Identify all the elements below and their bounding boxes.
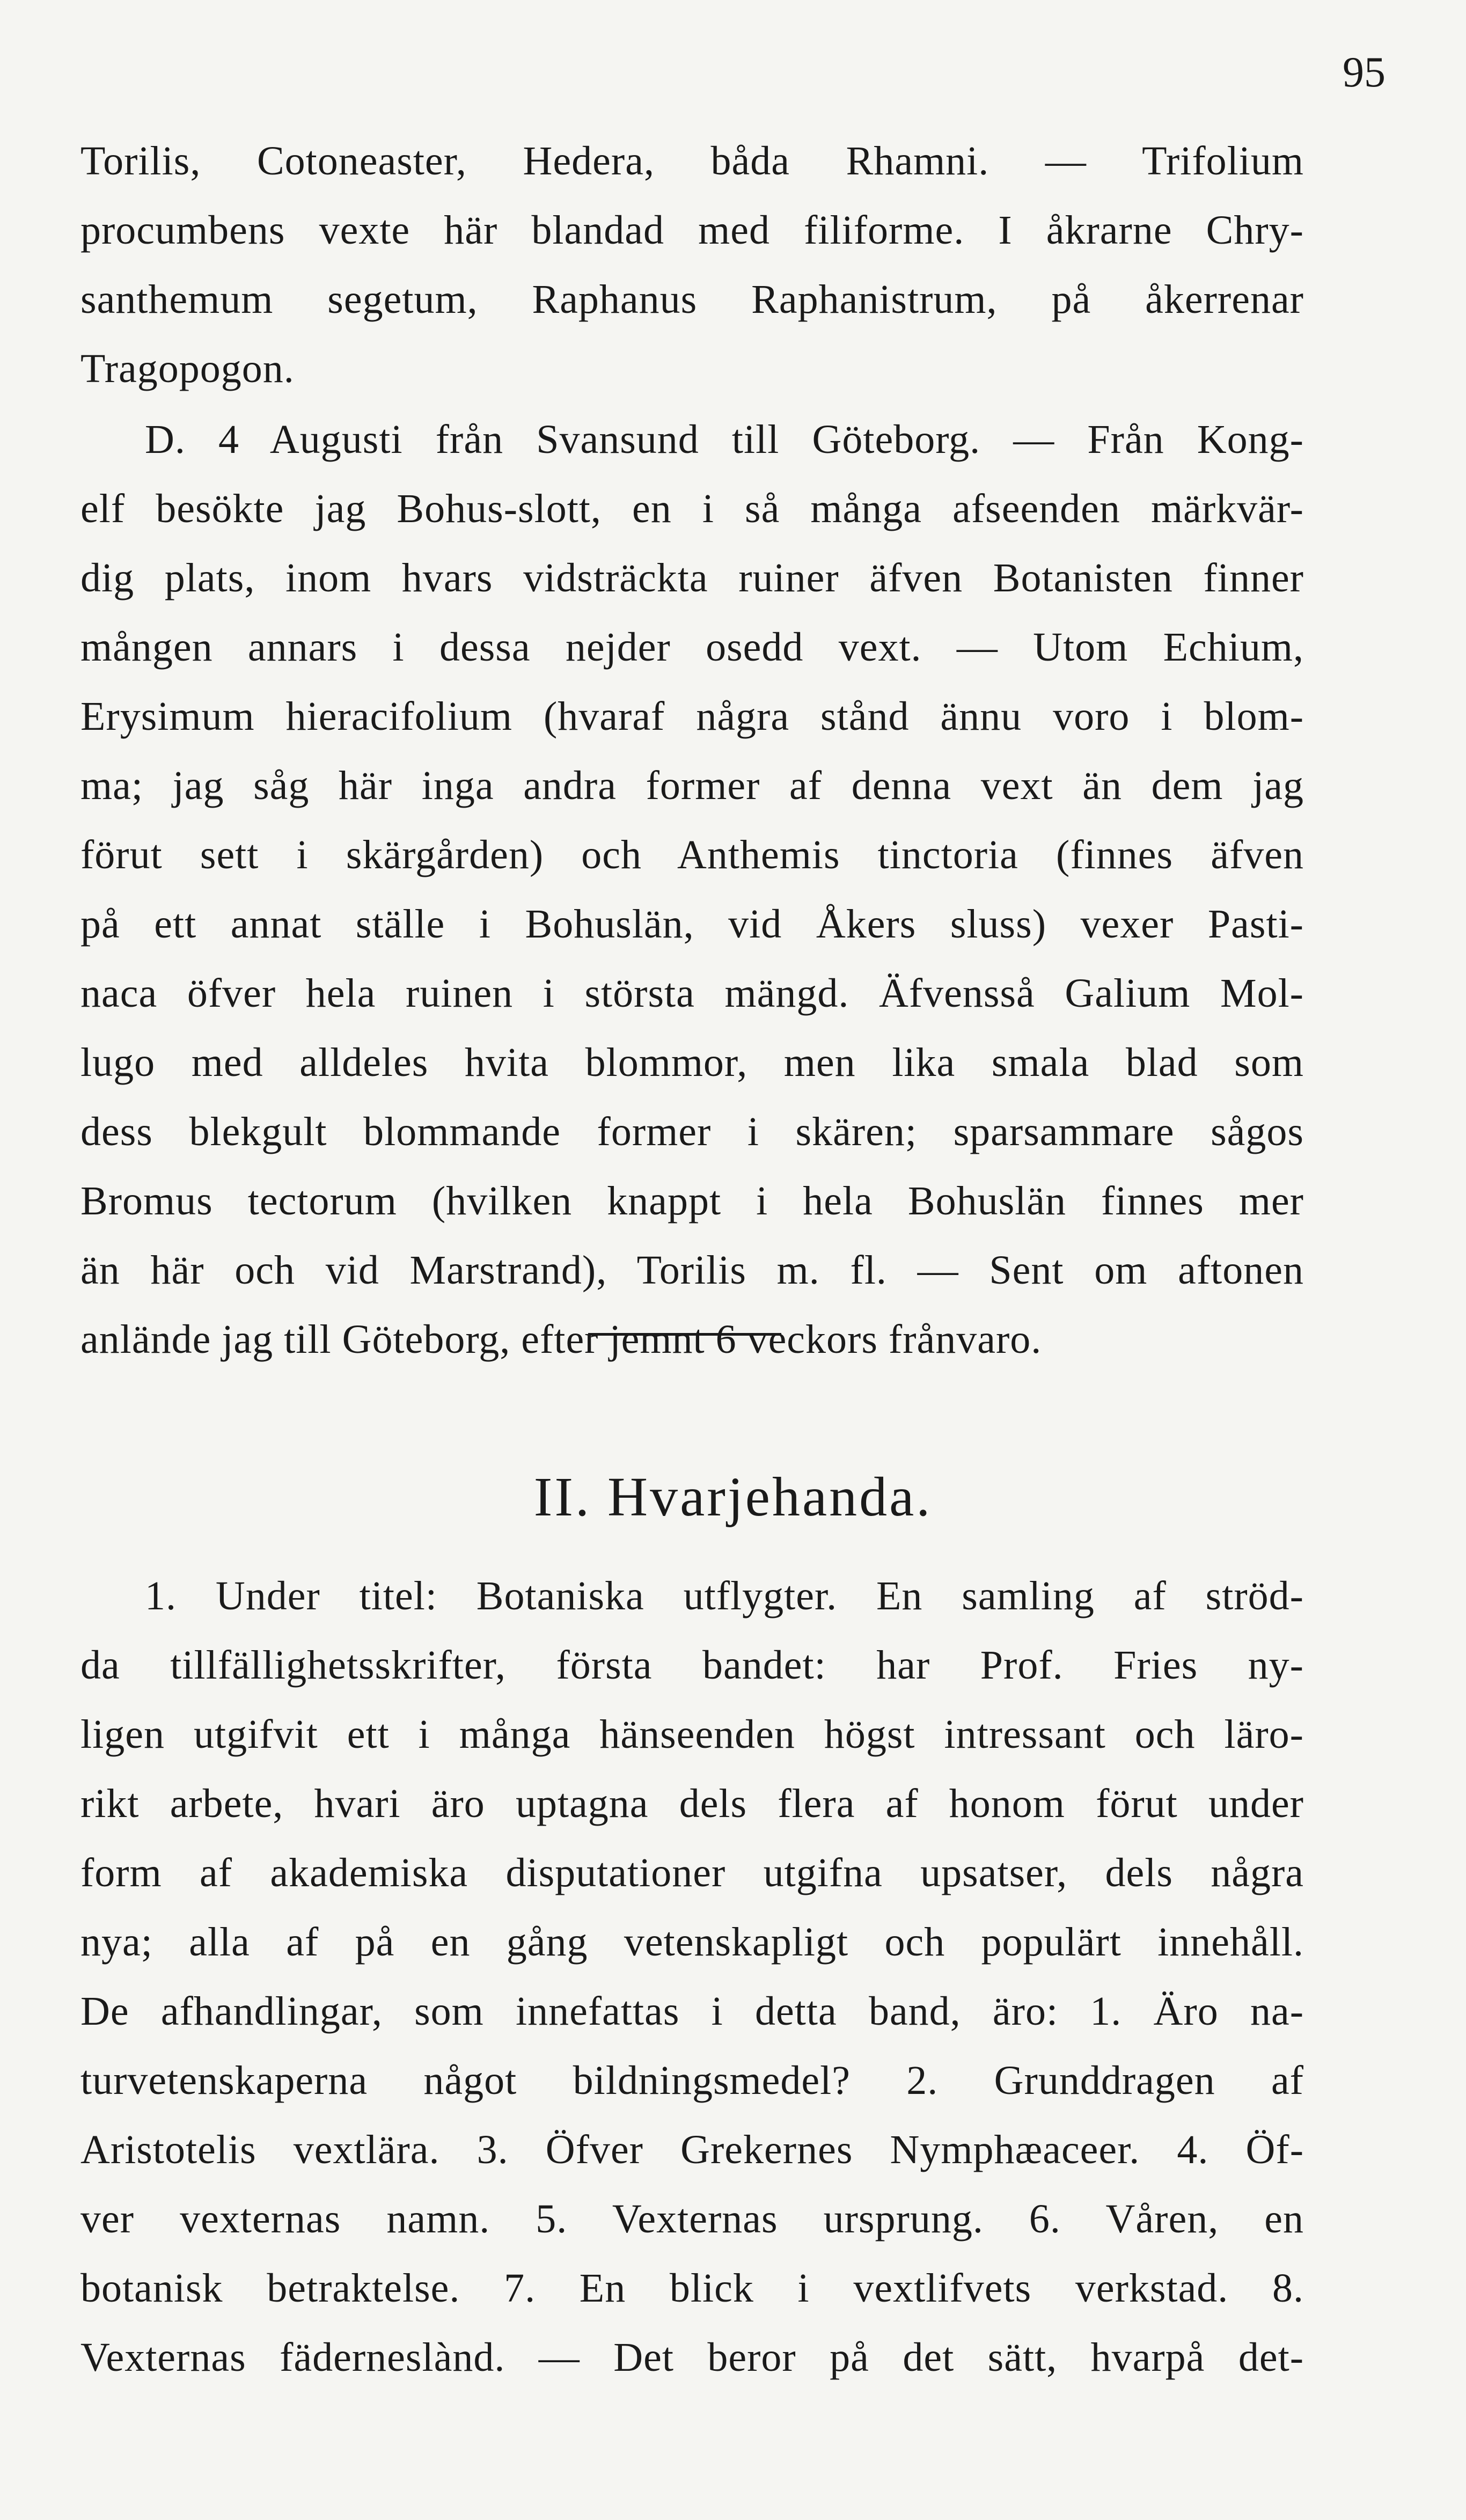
text-line: Vexternas fäderneslànd. — Det beror på det sätt, hvarpå det- [80,2335,1304,2380]
text-line: De afhandlingar, som innefattas i detta band, äro: 1. Äro na- [80,1989,1304,2034]
text-line: form af akademiska disputationer utgifna upsatser, dels några [80,1850,1304,1895]
text-line: botanisk betraktelse. 7. En blick i vextlifvets verkstad. 8. [80,2266,1304,2311]
paragraph-under-titel [80,1562,1304,2392]
paragraph-torilis [80,127,1304,404]
section-divider [588,1333,781,1336]
text-line: Torilis, Cotoneaster, Hedera, båda Rhamni. — Trifolium [80,138,1304,184]
section-number: II. [533,1466,591,1528]
text-line: elf besökte jag Bohus-slott, en i så många afseenden märkvär- [80,486,1304,531]
text-line: Erysimum hieracifolium (hvaraf några stånd ännu voro i blom- [80,694,1304,739]
text-line: D. 4 Augusti från Svansund till Göteborg. — Från Kong- [145,417,1304,462]
text-line: santhemum segetum, Raphanus Raphanistrum, på åkerrenar [80,277,1304,322]
text-line: da tillfällighetsskrifter, första bandet: har Prof. Fries ny- [80,1643,1304,1688]
text-line: naca öfver hela ruinen i största mängd. Äfvensså Galium Mol- [80,971,1304,1016]
text-line: mången annars i dessa nejder osedd vext. — Utom Echium, [80,625,1304,670]
text-line: än här och vid Marstrand), Torilis m. fl. — Sent om aftonen [80,1248,1304,1293]
text-line: på ett annat ställe i Bohuslän, vid Åkers sluss) vexer Pasti- [80,902,1304,947]
text-line: förut sett i skärgården) och Anthemis tinctoria (finnes äfven [80,832,1304,877]
page-number: 95 [1343,49,1386,96]
text-line: lugo med alldeles hvita blommor, men lika smala blad som [80,1040,1304,1085]
paragraph-august-4 [80,405,1304,1374]
text-line: Aristotelis vextlära. 3. Öfver Grekernes Nymphæaceer. 4. Öf- [80,2127,1304,2172]
text-line: ligen utgifvit ett i många hänseenden högst intressant och läro- [80,1712,1304,1757]
text-line: Tragopogon. [80,346,295,391]
text-line: dess blekgult blommande former i skären; sparsammare sågos [80,1109,1304,1154]
section-heading [0,1465,1466,1529]
text-line: nya; alla af på en gång vetenskapligt och populärt innehåll. [80,1920,1304,1965]
text-line: Bromus tectorum (hvilken knappt i hela Bohuslän finnes mer [80,1178,1304,1224]
text-line: ver vexternas namn. 5. Vexternas ursprung. 6. Våren, en [80,2196,1304,2241]
text-line: dig plats, inom hvars vidsträckta ruiner äfven Botanisten finner [80,555,1304,600]
text-line: anlände jag till Göteborg, efter jemnt 6 veckors frånvaro. [80,1317,1042,1362]
section-title: Hvarjehanda. [607,1466,933,1528]
text-line: ma; jag såg här inga andra former af denna vext än dem jag [80,763,1304,808]
text-line: procumbens vexte här blandad med filiforme. I åkrarne Chry- [80,208,1304,253]
text-line: rikt arbete, hvari äro uptagna dels flera af honom förut under [80,1781,1304,1826]
text-line: turvetenskaperna något bildningsmedel? 2. Grunddragen af [80,2058,1304,2103]
text-line: 1. Under titel: Botaniska utflygter. En samling af ströd- [145,1573,1304,1618]
